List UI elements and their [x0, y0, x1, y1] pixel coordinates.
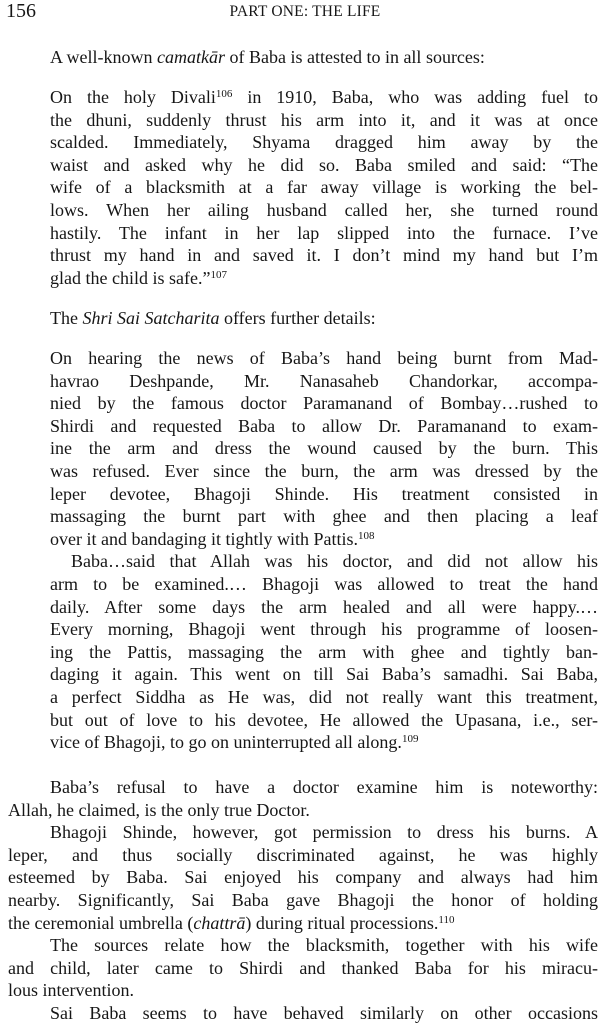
text-line: [8, 866, 598, 889]
text-run: The: [50, 308, 83, 328]
text-run: nied by the famous doctor Paramanand of Bombay…rushed to: [50, 393, 598, 414]
text-run: ine the arm and dress the wound caused by the burn. This: [50, 438, 598, 459]
footnote-ref: 106: [215, 88, 233, 100]
text-run: massaging the burnt part with ghee and then placing a leaf: [50, 506, 598, 527]
text-run: Baba…said that Allah was his doctor, and did not allow his: [71, 551, 598, 572]
text-line: [50, 244, 598, 267]
text-run: ing the Pattis, massaging the arm with ghee and tightly ban-: [50, 641, 598, 662]
text-line: [50, 222, 598, 245]
text-run: was refused. Ever since the burn, the arm was dressed by the: [50, 460, 598, 481]
text-line: [50, 663, 598, 686]
text-line: [50, 505, 598, 528]
footnote-ref: 108: [357, 529, 375, 542]
text-line: [50, 618, 598, 641]
text-line: [50, 392, 598, 415]
text-run: lows. When her ailing husband called her, she turned round: [50, 199, 598, 220]
text-run: leper, and thus socially discriminated against, he was highly: [8, 844, 598, 865]
text-run: the dhuni, suddenly thrust his arm into it, and it was at once: [50, 109, 598, 130]
text-run: Shirdi and requested Baba to allow Dr. Paramanand to exam-: [50, 415, 598, 436]
text-run: daging it again. This went on till Sai Baba’s samadhi. Sai Baba,: [50, 664, 598, 685]
text-line: [8, 821, 598, 844]
page-number: 156: [6, 0, 36, 22]
text-line: [50, 307, 598, 330]
running-title: PART ONE: THE LIFE: [229, 3, 381, 20]
text-run: nearby. Significantly, Sai Baba gave Bhagoji the honor of holding: [8, 889, 598, 910]
text-run: havrao Deshpande, Mr. Nanasaheb Chandorkar, accompa-: [50, 370, 598, 391]
text-run: On the holy Divali: [50, 87, 216, 107]
text-line: [50, 573, 598, 596]
text-run: the ceremonial umbrella (: [8, 912, 194, 933]
text-line: [50, 176, 598, 199]
text-line: [50, 109, 598, 132]
text-line: [8, 799, 598, 822]
text-run: and child, later came to Shirdi and thanked Baba for his miracu-: [8, 957, 598, 978]
italic-term: Shri Sai Satcharita: [82, 308, 220, 328]
text-run: Baba’s refusal to have a doctor examine him is noteworthy:: [50, 777, 598, 797]
text-run: esteemed by Baba. Sai enjoyed his company and always had him: [8, 867, 598, 888]
text-run: A well-known: [50, 47, 157, 67]
text-line: [50, 528, 598, 551]
text-run: thrust my hand in and saved it. I don’t mind my hand but I’m: [50, 245, 598, 266]
footnote-ref: 107: [210, 268, 227, 281]
text-line: [50, 46, 598, 69]
text-run: ) during ritual processions.: [245, 912, 439, 933]
text-run: Every morning, Bhagoji went through his programme of loosen-: [50, 619, 598, 640]
text-run: leper devotee, Bhagoji Shinde. His treatment consisted in: [50, 483, 598, 504]
text-line: [50, 415, 598, 438]
text-run: in 1910, Baba, who was adding fuel to: [232, 87, 599, 107]
text-line: [50, 131, 598, 154]
text-line: [50, 641, 598, 664]
text-line: [50, 686, 598, 709]
text-line: [50, 731, 598, 754]
text-run: vice of Bhagoji, to go on uninterrupted all along.: [50, 732, 402, 753]
text-line: [8, 979, 598, 1002]
text-line: [50, 596, 598, 619]
text-run: waist and asked why he did so. Baba smiled and said: “The: [50, 154, 598, 175]
text-line: [50, 709, 598, 732]
text-line: [8, 844, 598, 867]
text-line: [8, 912, 598, 935]
block-quote-divali: [50, 86, 598, 289]
text-run: On hearing the news of Baba’s hand being burnt from Mad-: [50, 348, 598, 368]
text-line: [50, 267, 598, 290]
text-run: wife of a blacksmith at a far away village is working the bel-: [50, 177, 598, 198]
text-run: The sources relate how the blacksmith, together with his wife: [50, 935, 598, 956]
text-line: [8, 957, 598, 980]
intro-paragraph: [50, 46, 598, 69]
text-line: [50, 550, 598, 573]
text-line: [50, 460, 598, 483]
satcharita-intro-paragraph: [50, 307, 598, 330]
text-run: scalded. Immediately, Shyama dragged him away by the: [50, 132, 598, 153]
text-run: but out of love to his devotee, He allowed the Upasana, i.e., ser-: [50, 709, 598, 730]
text-line: [8, 889, 598, 912]
text-run: glad the child is safe.”: [50, 267, 211, 288]
block-quote-satcharita: [50, 347, 598, 754]
footnote-ref: 110: [438, 913, 455, 926]
text-line: [8, 1002, 598, 1025]
text-line: [50, 437, 598, 460]
text-run: Sai Baba seems to have behaved similarly on other occasions: [50, 1002, 598, 1023]
italic-term: chattrā: [193, 912, 246, 933]
text-run: a perfect Siddha as He was, did not really want this treatment,: [50, 686, 598, 707]
text-run: arm to be examined.… Bhagoji was allowed to treat the hand: [50, 573, 598, 594]
text-run: over it and bandaging it tightly with Pattis.: [50, 528, 358, 549]
text-run: hastily. The infant in her lap slipped into the furnace. I’ve: [50, 222, 598, 243]
text-line: [50, 347, 598, 370]
body-text: [8, 776, 598, 1025]
italic-term: camatkār: [157, 47, 225, 67]
text-line: [50, 86, 598, 109]
text-run: Allah, he claimed, is the only true Doctor.: [8, 799, 310, 820]
text-run: lous intervention.: [8, 980, 134, 1001]
text-line: [8, 776, 598, 799]
text-run: of Baba is attested to in all sources:: [224, 47, 485, 67]
footnote-ref: 109: [401, 733, 419, 746]
text-line: [50, 199, 598, 222]
text-run: Bhagoji Shinde, however, got permission to dress his burns. A: [50, 822, 598, 843]
text-line: [50, 370, 598, 393]
text-run: daily. After some days the arm healed and all were happy.…: [50, 596, 598, 617]
text-line: [50, 154, 598, 177]
text-line: [8, 934, 598, 957]
text-line: [50, 483, 598, 506]
text-run: offers further details:: [219, 308, 376, 328]
